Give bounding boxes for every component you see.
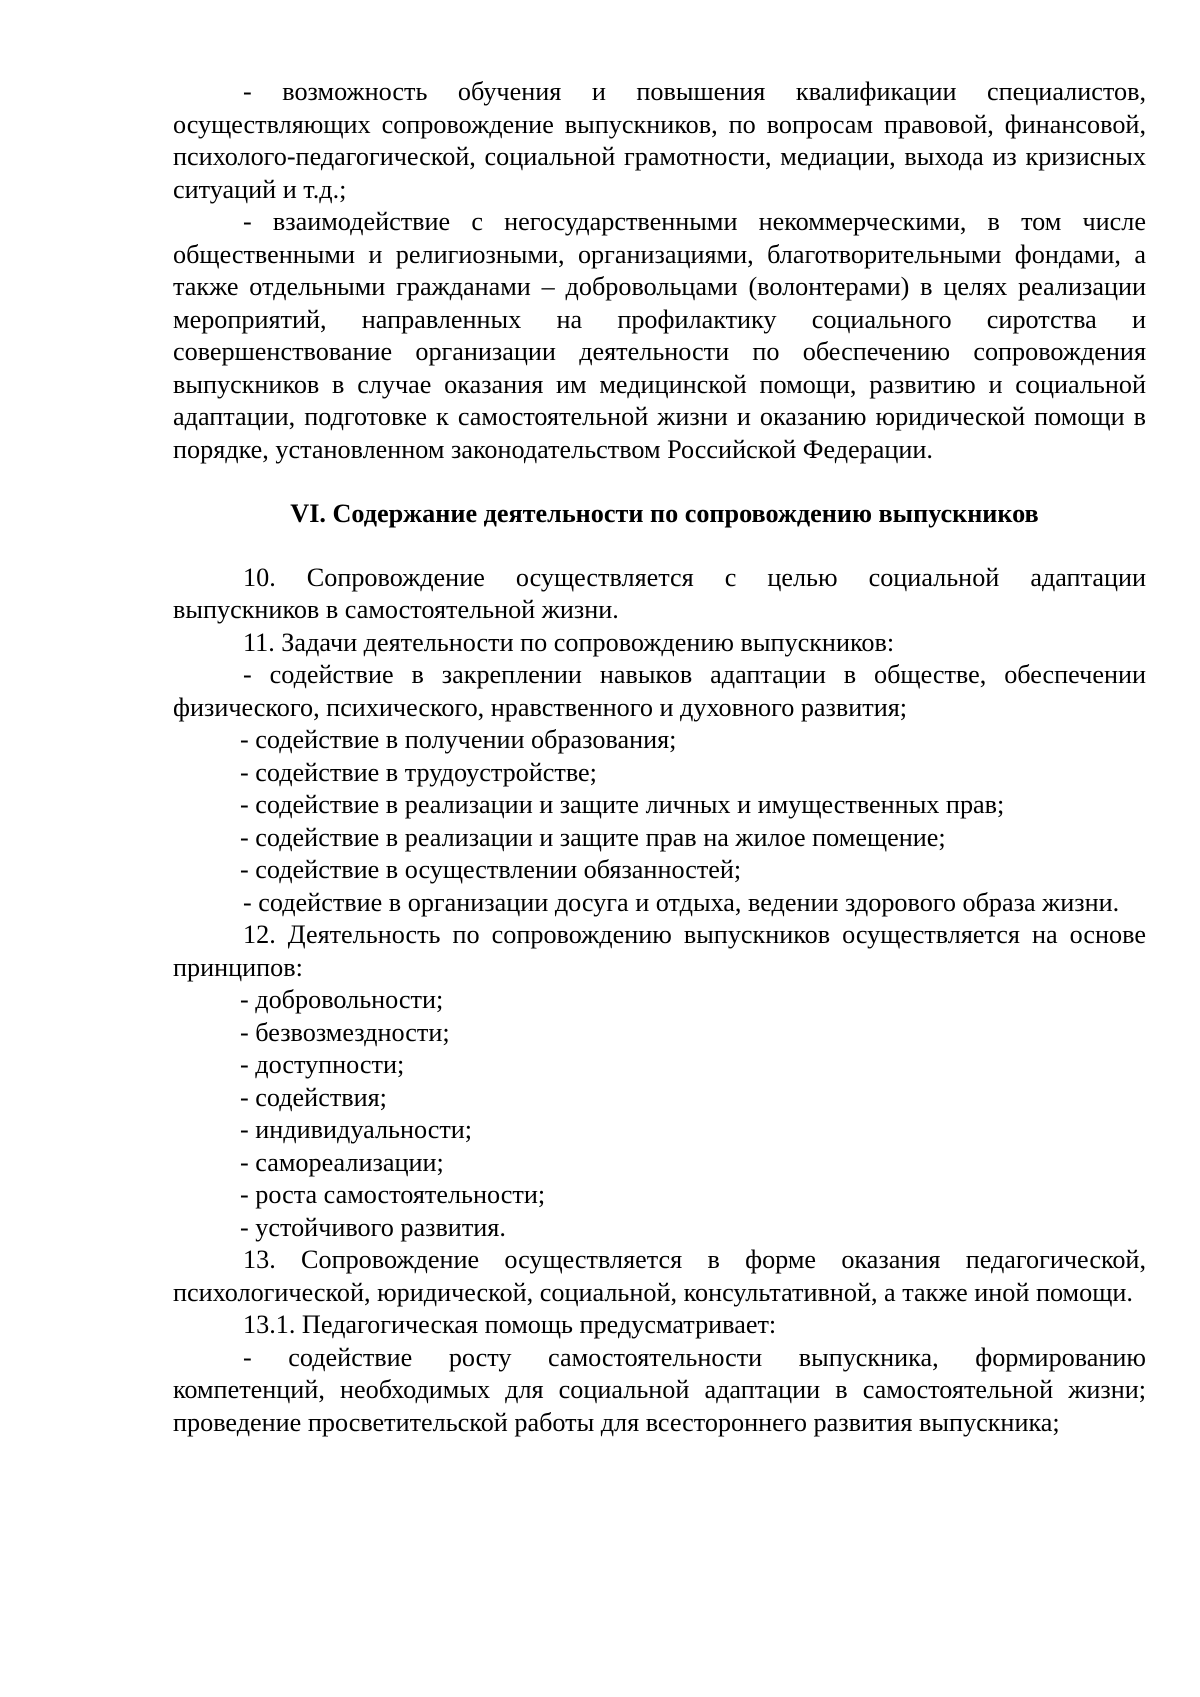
clause-13-1-heading: 13.1. Педагогическая помощь предусматривает:	[243, 1310, 777, 1339]
intro-item-training: - возможность обучения и повышения квалификации специалистов, осуществляющих сопровождение выпускников, по вопросам правовой, финансовой, психолого-педагогической, социальной грамотности, медиации, выхода из кризисных ситуаций и т.д.;	[173, 77, 1146, 204]
document-page	[173, 76, 1146, 1439]
clause-10: 10. Сопровождение осуществляется с целью социальной адаптации выпускников в самостоятельной жизни.	[173, 562, 1146, 624]
clause-12-heading: 12. Деятельность по сопровождению выпускников осуществляется на основе принципов:	[173, 920, 1146, 982]
clause-11-item: - содействие в трудоустройстве;	[240, 757, 597, 787]
clause-11-item: - содействие в осуществлении обязанностей;	[240, 855, 742, 884]
principle-item: - доступности;	[240, 1050, 405, 1079]
spacer	[173, 466, 1146, 498]
clause-11-item: - содействие в закреплении навыков адаптации в обществе, обеспечении физического, психического, нравственного и духовного развития;	[173, 660, 1146, 722]
clause-11-item: - содействие в реализации и защите личных и имущественных прав;	[240, 790, 1005, 819]
clause-13: 13. Сопровождение осуществляется в форме оказания педагогической, психологической, юридической, социальной, консультативной, а также иной помощи.	[173, 1245, 1146, 1307]
clause-11-heading: 11. Задачи деятельности по сопровождению выпускников:	[243, 627, 895, 657]
principle-item: - самореализации;	[240, 1147, 444, 1177]
principle-item: - безвозмездности;	[240, 1017, 450, 1047]
clause-11-item: - содействие в получении образования;	[240, 725, 677, 754]
principle-item: - индивидуальности;	[240, 1115, 473, 1144]
principle-item: - содействия;	[240, 1082, 387, 1112]
principle-item: - роста самостоятельности;	[240, 1180, 546, 1209]
clause-11-item: - содействие в организации досуга и отдыха, ведении здорового образа жизни.	[243, 887, 1120, 917]
spacer	[173, 531, 1146, 562]
clause-11-item: - содействие в реализации и защите прав на жилое помещение;	[240, 822, 946, 852]
principle-item: - устойчивого развития.	[240, 1212, 506, 1242]
clause-13-1-item: - содействие росту самостоятельности выпускника, формированию компетенций, необходимых для социальной адаптации в самостоятельной жизни; проведение просветительской работы для всестороннего развития выпускника;	[173, 1342, 1146, 1437]
principle-item: - добровольности;	[240, 985, 444, 1014]
intro-item-cooperation: - взаимодействие с негосударственными некоммерческими, в том числе общественными и религиозными, организациями, благотворительными фондами, а также отдельными гражданами – добровольцами (волонтерами) в целях реализации мероприятий, направленных на профилактику социального сиротства и совершенствование организации деятельности по обеспечению сопровождения выпускников в случае оказания им медицинской помощи, развитию и социальной адаптации, подготовке к самостоятельной жизни и оказанию юридической помощи в порядке, установленном законодательством Российской Федерации.	[173, 207, 1146, 464]
section-title: VI. Содержание деятельности по сопровождению выпускников	[290, 499, 1039, 528]
